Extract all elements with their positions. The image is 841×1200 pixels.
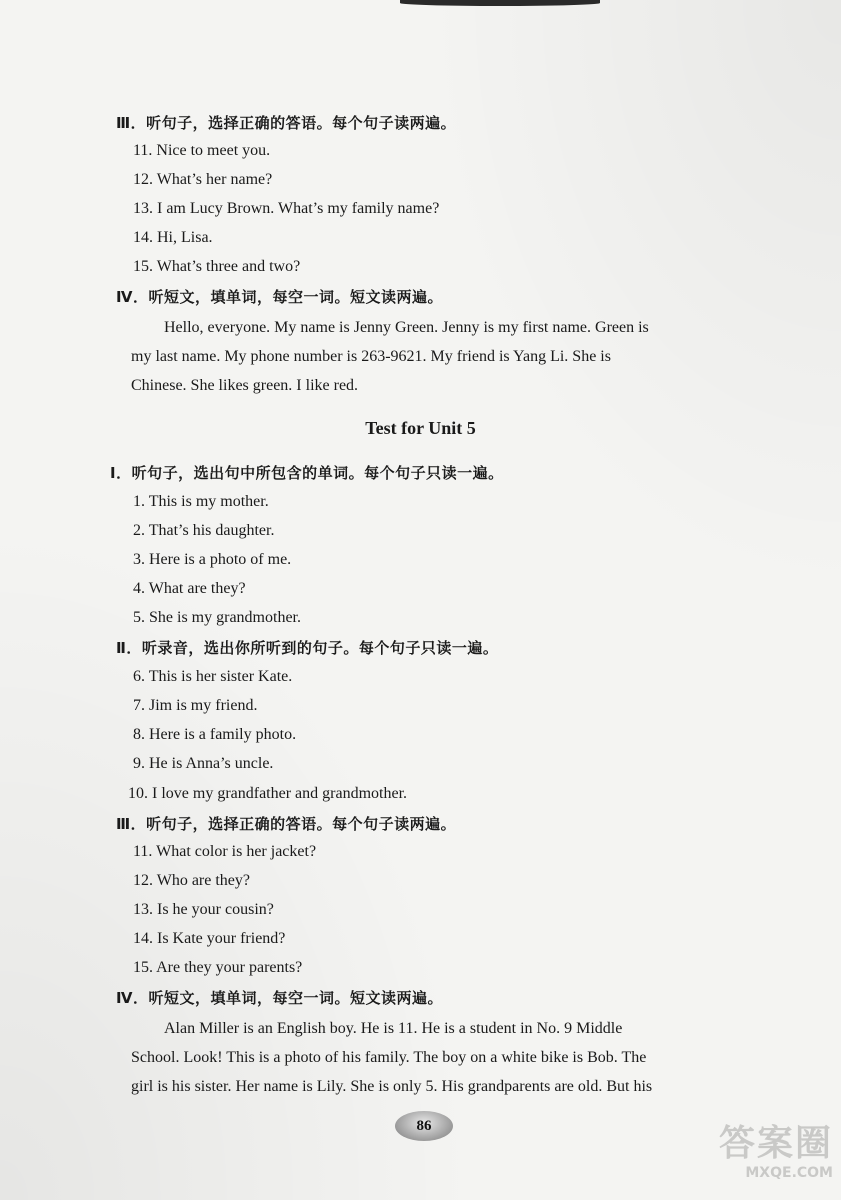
passage-line: my last name. My phone number is 263-9621. My friend is Yang Li. She is <box>131 348 611 365</box>
list-item: 13. Is he your cousin? <box>133 901 274 918</box>
list-item: 7. Jim is my friend. <box>133 697 258 714</box>
list-item: 12. What’s her name? <box>133 171 273 188</box>
passage-line: School. Look! This is a photo of his family. The boy on a white bike is Bob. The <box>131 1049 647 1066</box>
passage-line: Chinese. She likes green. I like red. <box>131 377 359 394</box>
list-item: 11. Nice to meet you. <box>133 142 271 159</box>
list-item: 5. She is my grandmother. <box>133 609 301 626</box>
passage-line: girl is his sister. Her name is Lily. She is only 5. His grandparents are old. But his <box>131 1078 653 1095</box>
list-item: 14. Is Kate your friend? <box>133 930 286 947</box>
passage-line: Hello, everyone. My name is Jenny Green. Jenny is my first name. Green is <box>164 319 649 336</box>
scan-edge-mark <box>400 0 600 6</box>
page-number-badge <box>395 1111 453 1141</box>
list-item: 12. Who are they? <box>133 872 250 889</box>
list-item: 15. Are they your parents? <box>133 959 303 976</box>
list-item: 1. This is my mother. <box>133 493 269 510</box>
list-item: 13. I am Lucy Brown. What’s my family name? <box>133 200 440 217</box>
page-number: 86 <box>416 1117 432 1134</box>
watermark-logo <box>683 1124 833 1194</box>
list-item: 6. This is her sister Kate. <box>133 668 293 685</box>
list-item: 11. What color is her jacket? <box>133 843 317 860</box>
part4-heading: Ⅳ．听短文，填单词，每空一词。短文读两遍。 <box>116 989 443 1007</box>
passage-line: Alan Miller is an English boy. He is 11. He is a student in No. 9 Middle <box>164 1020 623 1037</box>
list-item: 2. That’s his daughter. <box>133 522 275 539</box>
list-item: 4. What are they? <box>133 580 246 597</box>
watermark-main: 答案圈 <box>718 1123 833 1164</box>
list-item: 3. Here is a photo of me. <box>133 551 292 568</box>
list-item: 10. I love my grandfather and grandmother. <box>128 785 408 802</box>
list-item: 9. He is Anna’s uncle. <box>133 755 274 772</box>
part2-heading: Ⅱ．听录音，选出你所听到的句子。每个句子只读一遍。 <box>116 639 499 657</box>
part3-heading: Ⅲ．听句子，选择正确的答语。每个句子读两遍。 <box>116 815 457 833</box>
part1-heading: Ⅰ．听句子，选出句中所包含的单词。每个句子只读一遍。 <box>110 464 504 482</box>
unit-title: Test for Unit 5 <box>365 418 476 438</box>
list-item: 14. Hi, Lisa. <box>133 229 213 246</box>
watermark-sub: MXQE.COM <box>745 1165 833 1181</box>
list-item: 8. Here is a family photo. <box>133 726 297 743</box>
list-item: 15. What’s three and two? <box>133 258 301 275</box>
part3-heading: Ⅲ．听句子，选择正确的答语。每个句子读两遍。 <box>116 114 457 132</box>
part4-heading: Ⅳ．听短文，填单词，每空一词。短文读两遍。 <box>116 288 443 306</box>
